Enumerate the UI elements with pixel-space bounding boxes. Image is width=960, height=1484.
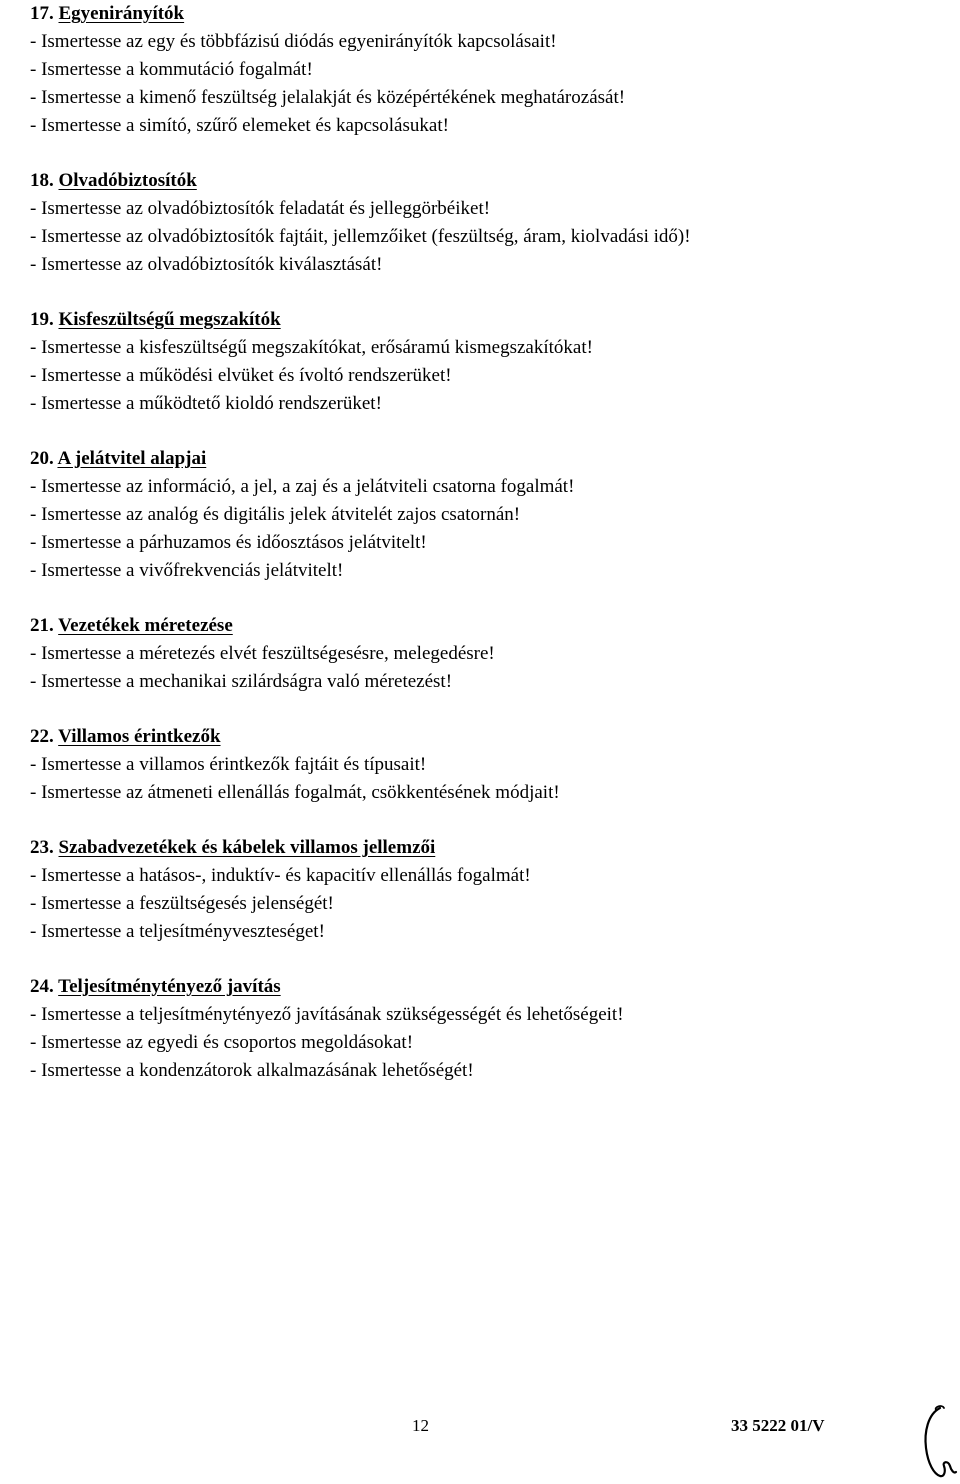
list-item: - Ismertesse az egyedi és csoportos megoldásokat! — [30, 1032, 414, 1053]
section-number: 19. — [30, 309, 54, 330]
document-body — [30, 0, 950, 1112]
section-title: Teljesítménytényező javítás — [58, 976, 281, 997]
section-title: Kisfeszültségű megszakítók — [58, 309, 281, 330]
list-item: - Ismertesse az olvadóbiztosítók kiválasztását! — [30, 254, 383, 275]
list-item: - Ismertesse a kimenő feszültség jelalakját és középértékének meghatározását! — [30, 87, 626, 108]
list-item: - Ismertesse a kondenzátorok alkalmazásának lehetőségét! — [30, 1060, 474, 1081]
section — [30, 306, 950, 418]
section-heading — [30, 0, 950, 28]
section-number: 17. — [30, 3, 54, 24]
section-number: 23. — [30, 837, 54, 858]
section-heading — [30, 834, 950, 862]
section-title: A jelátvitel alapjai — [57, 448, 207, 469]
document-code: 33 5222 01/V — [731, 1416, 825, 1435]
list-item: - Ismertesse a simító, szűrő elemeket és kapcsolásukat! — [30, 115, 449, 136]
list-item: - Ismertesse a vivőfrekvenciás jelátvitelt! — [30, 560, 344, 581]
section — [30, 167, 950, 279]
list-item: - Ismertesse az olvadóbiztosítók feladatát és jelleggörbéiket! — [30, 198, 491, 219]
list-item: - Ismertesse az átmeneti ellenállás fogalmát, csökkentésének módjait! — [30, 782, 560, 803]
section-number: 22. — [30, 726, 54, 747]
list-item: - Ismertesse a hatásos-, induktív- és kapacitív ellenállás fogalmát! — [30, 865, 531, 886]
section-number: 18. — [30, 170, 54, 191]
list-item: - Ismertesse a párhuzamos és időosztásos jelátvitelt! — [30, 532, 427, 553]
list-item: - Ismertesse az analóg és digitális jelek átvitelét zajos csatornán! — [30, 504, 521, 525]
section-number: 21. — [30, 615, 54, 636]
list-item: - Ismertesse a méretezés elvét feszültségesésre, melegedésre! — [30, 643, 495, 664]
section-title: Olvadóbiztosítók — [58, 170, 197, 191]
page-number: 12 — [412, 1416, 429, 1435]
handwritten-signature — [918, 1404, 958, 1482]
section-title: Vezetékek méretezése — [58, 615, 233, 636]
list-item: - Ismertesse a kommutáció fogalmát! — [30, 59, 313, 80]
list-item: - Ismertesse a teljesítménytényező javításának szükségességét és lehetőségeit! — [30, 1004, 624, 1025]
section-heading — [30, 445, 950, 473]
list-item: - Ismertesse a működtető kioldó rendszerüket! — [30, 393, 382, 414]
section-title: Szabadvezetékek és kábelek villamos jellemzői — [58, 837, 436, 858]
list-item: - Ismertesse a villamos érintkezők fajtáit és típusait! — [30, 754, 427, 775]
list-item: - Ismertesse a mechanikai szilárdságra való méretezést! — [30, 671, 453, 692]
section-heading — [30, 612, 950, 640]
section-number: 20. — [30, 448, 54, 469]
list-item: - Ismertesse a kisfeszültségű megszakítókat, erősáramú kismegszakítókat! — [30, 337, 593, 358]
list-item: - Ismertesse az olvadóbiztosítók fajtáit, jellemzőiket (feszültség, áram, kiolvadási idő)! — [30, 226, 691, 247]
list-item: - Ismertesse a teljesítményveszteséget! — [30, 921, 325, 942]
section — [30, 973, 950, 1085]
list-item: - Ismertesse az információ, a jel, a zaj és a jelátviteli csatorna fogalmát! — [30, 476, 575, 497]
section — [30, 0, 950, 140]
section — [30, 723, 950, 807]
section-title: Egyenirányítók — [58, 3, 185, 24]
section-heading — [30, 306, 950, 334]
list-item: - Ismertesse a feszültségesés jelenségét! — [30, 893, 334, 914]
section-heading — [30, 973, 950, 1001]
section-heading — [30, 723, 950, 751]
section-heading — [30, 167, 950, 195]
section-title: Villamos érintkezők — [58, 726, 221, 747]
list-item: - Ismertesse a működési elvüket és ívoltó rendszerüket! — [30, 365, 452, 386]
section — [30, 834, 950, 946]
section — [30, 445, 950, 585]
section-number: 24. — [30, 976, 54, 997]
list-item: - Ismertesse az egy és többfázisú diódás egyenirányítók kapcsolásait! — [30, 31, 557, 52]
section — [30, 612, 950, 696]
